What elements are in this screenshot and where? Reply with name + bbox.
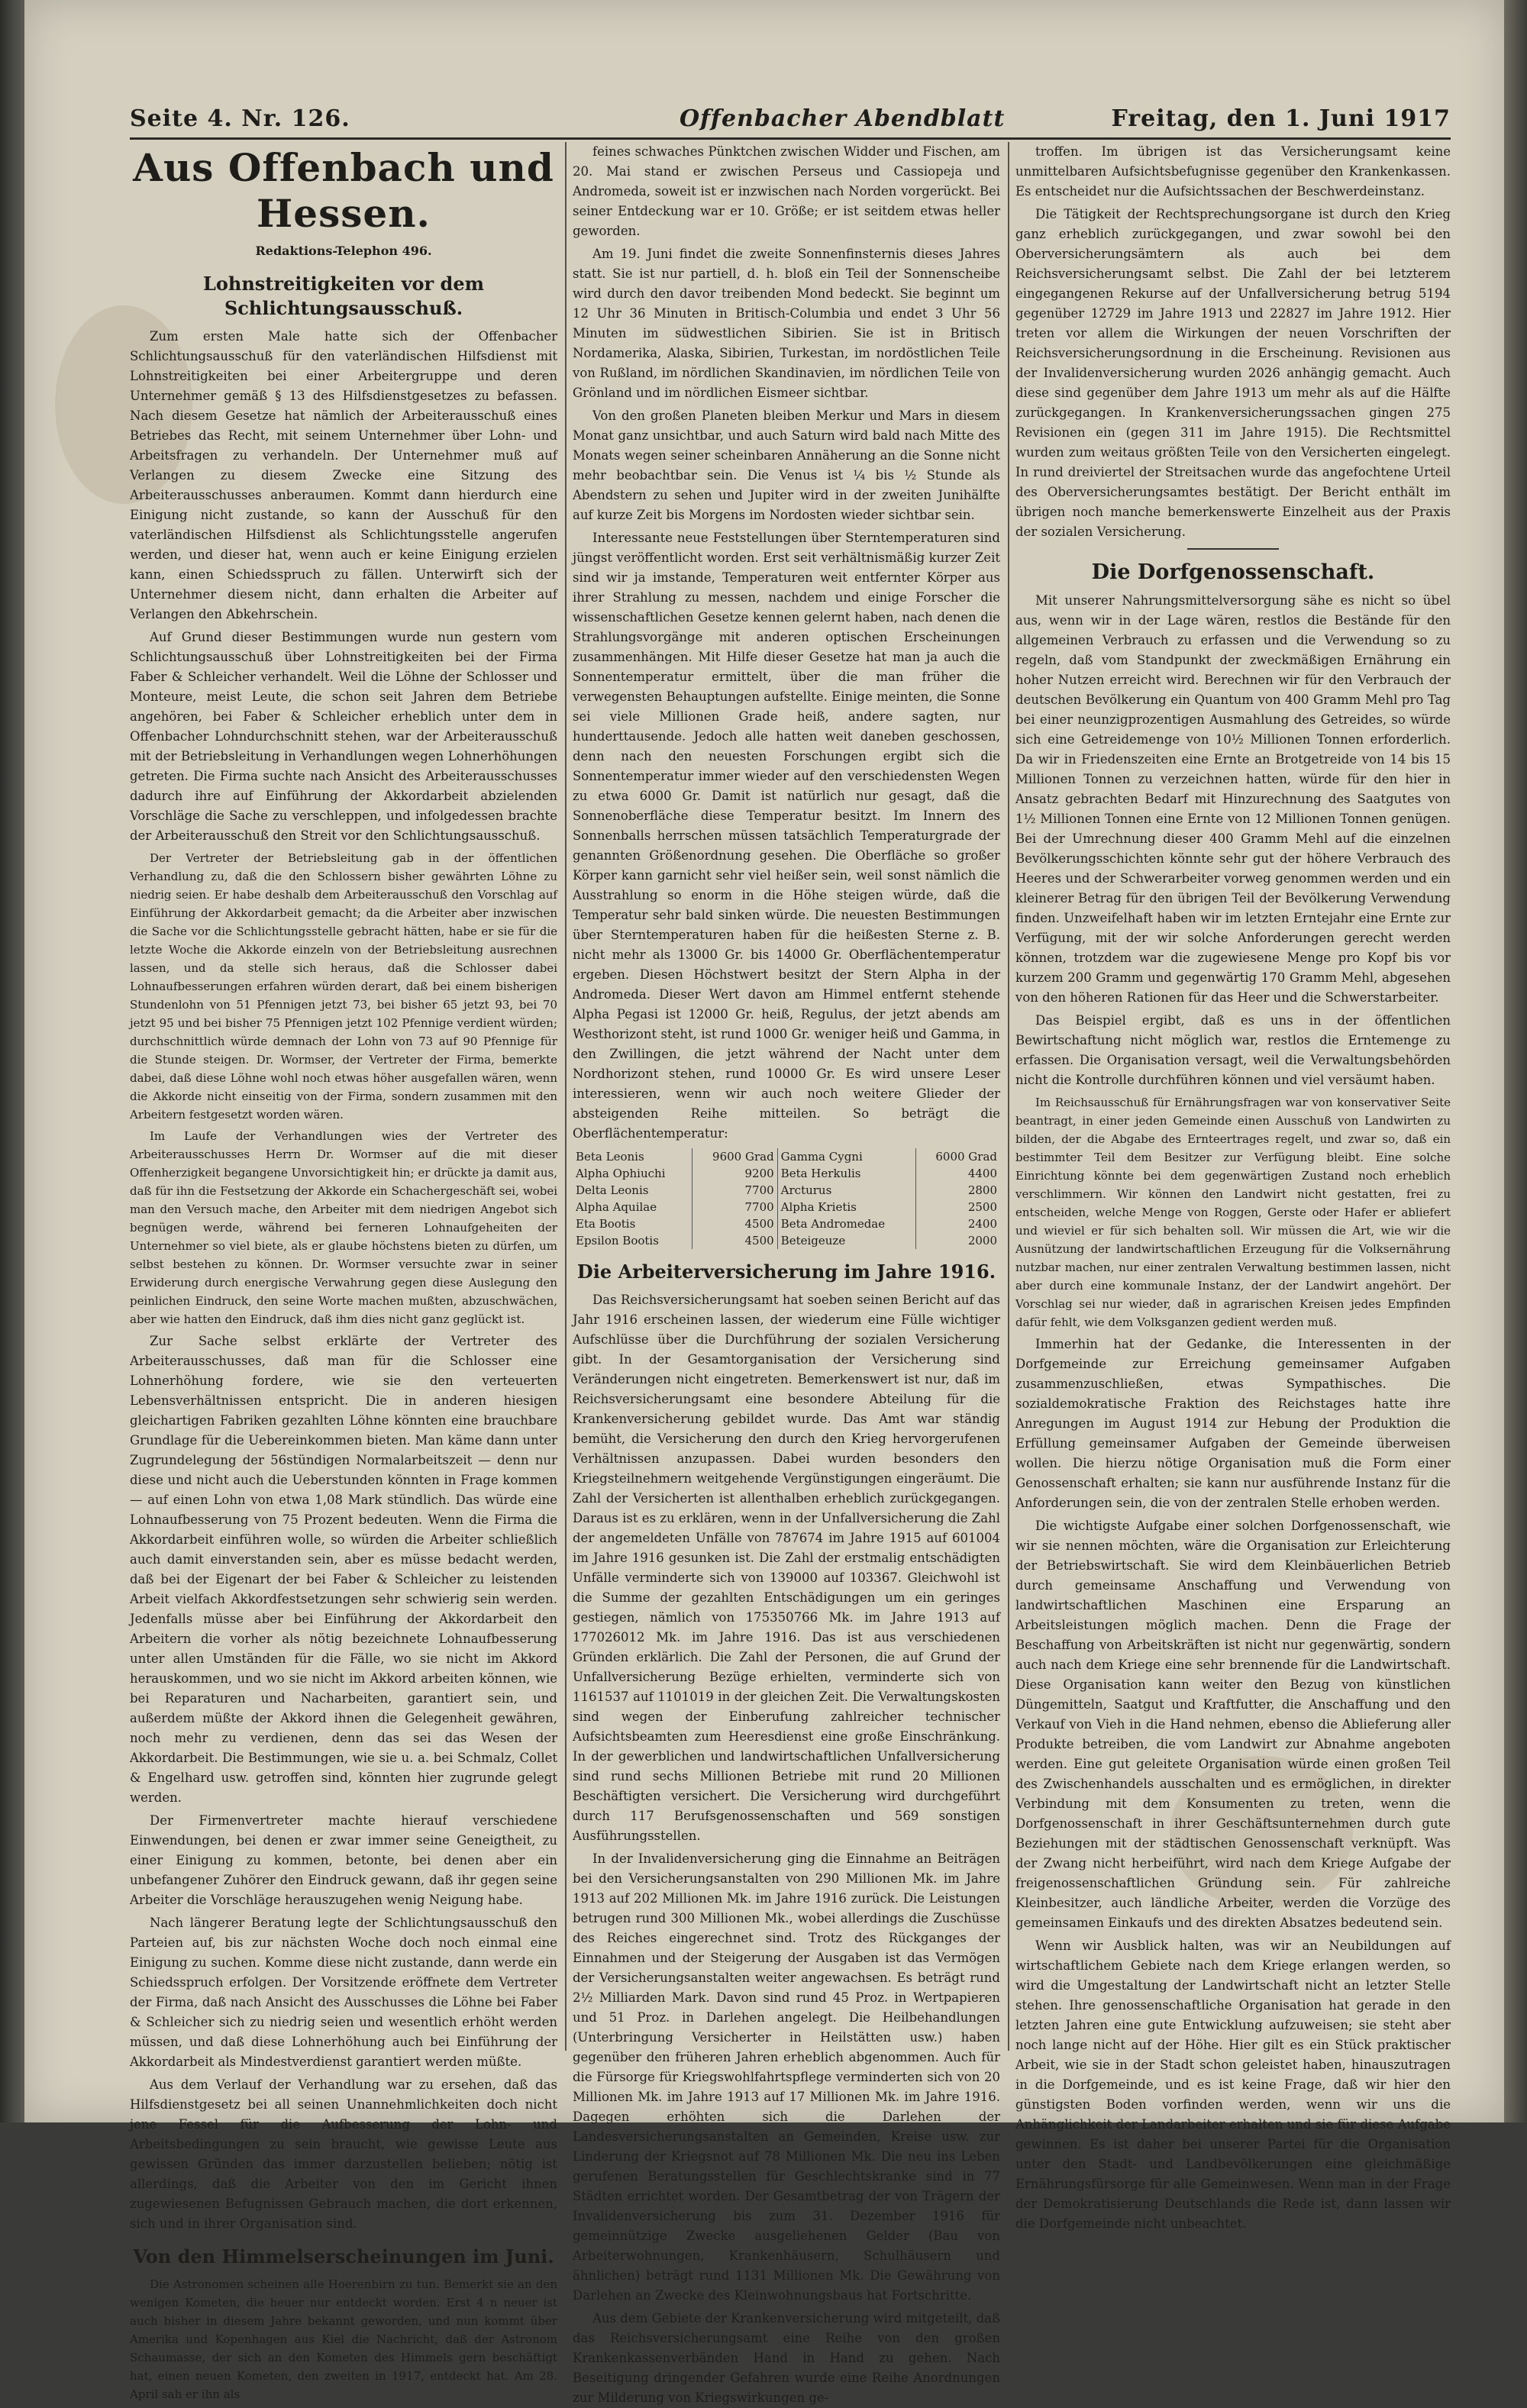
paragraph: Aus dem Verlauf der Verhandlung war zu ersehen, daß das Hilfsdienstgesetz bei all seinen Unannehmlichkeiten doch nicht jene Fessel für die Aufbesserung der Lohn- und Arbeitsbedingungen zu sein braucht, wie gewisse Leute aus gewissen Gründen das immer darzustellen belieben; nötig ist allerdings, daß die Arbeiter von den im Gericht ihnen zugewiesenen Befugnissen Gebrauch machen, die dort erkennen, sich und in ihrer Organisation sind. xyxy=(130,2077,557,2231)
table-cell: 2000 xyxy=(967,1234,997,1248)
article-dorf xyxy=(1015,591,1451,2234)
table-cell: Arcturus xyxy=(777,1182,915,1199)
page-edge xyxy=(1504,0,1527,2122)
paragraph: Zum ersten Male hatte sich der Offenbacher Schlichtungsausschuß für den vaterländischen Hilfsdienst mit Lohnstreitigkeiten bei einer Arbeitergruppe und deren Unternehmer gemäß § 13 des Hilfsdienstgesetzes zu befassen. Nach diesem Gesetze hat nämlich der Arbeiterausschuß eines Betriebes das Recht, mit seinem Unternehmer über Lohn- und Arbeitsfragen zu verhandeln. Der Unternehmer muß auf Verlangen zu diesem Zwecke eine Sitzung des Arbeiterausschusses anberaumen. Kommt dann hierdurch eine Einigung nicht zustande, so kann der Ausschuß für den vaterländischen Hilfsdienst als Schlichtungsstelle angerufen werden, und dieser hat, wenn auch er keine Einigung erzielen kann, einen Schiedsspruch zu fällen. Unterwirft sich der Unternehmer diesem nicht, dann erhalten die Arbeiter auf Verlangen den Abkehrschein. xyxy=(130,329,557,621)
book-binding xyxy=(0,0,24,2122)
column-divider xyxy=(565,142,567,2051)
table-cell: 2500 xyxy=(967,1200,997,1214)
section-masthead: Aus Offenbach und Hessen. xyxy=(133,145,554,236)
table-cell: Epsilon Bootis xyxy=(573,1232,692,1249)
article-himmel xyxy=(130,2275,557,2403)
table-cell: 4500 xyxy=(692,1215,777,1232)
table-cell: 2400 xyxy=(967,1217,997,1231)
table-cell: Beteigeuze xyxy=(777,1232,915,1249)
editorial-telephone: Redaktions-Telephon 496. xyxy=(255,244,432,258)
table-cell: Eta Bootis xyxy=(573,1215,692,1232)
table-cell: 9600 Grad xyxy=(692,1148,777,1165)
table-row xyxy=(573,1215,1000,1232)
paragraph: Die Astronomen scheinen alle Hoerenbirn zu tun. Bemerkt sie an den wenigen Kometen, die heuer nur entdeckt worden. Erst 4 n neuer ist auch bisher in diesem Jahre bekannt geworden, und nun kommt über Amerika und Kopenhagen aus Kiel die Nachricht, daß der Astronom Schaumasse, der sich an den Kometen des Himmels gern beschäftigt hat, einen neuen Kometen, den zweiten in 1917, entdeckt hat. Am 28. April sah er ihn als xyxy=(130,2277,557,2401)
table-cell: 7700 xyxy=(692,1182,777,1199)
paragraph: Die Tätigkeit der Rechtsprechungsorgane ist durch den Krieg ganz erheblich zurückgegangen, und zwar sowohl bei den Oberversicherungsämtern als auch bei dem Reichsversicherungsamt selbst. Die Zahl der bei letzterem eingegangenen Rekurse auf der Unfallversicherung betrug 5194 gegenüber 12729 im Jahre 1913 und 22827 im Jahre 1912. Hier treten vor allem die Wirkungen der neuen Vorschriften der Reichsversicherungsordnung in die Erscheinung. Revisionen aus der Invalidenversicherung wurden 2026 anhängig gemacht. Auch diese sind gegenüber dem Jahre 1913 um mehr als auf die Hälfte zurückgegangen. In Krankenversicherungssachen gingen 275 Revisionen ein (gegen 311 im Jahre 1915). Die Rechtsmittel wurden zum weitaus größten Teile von den Versicherten eingelegt. In rund dreiviertel der Streitsachen wurde das angefochtene Urteil des Oberversicherungsamtes bestätigt. Der Bericht enthält im übrigen noch manche bemerkenswerte Einzelheit aus der Praxis der sozialen Versicherung. xyxy=(1015,207,1451,539)
paragraph: Die wichtigste Aufgabe einer solchen Dorfgenossenschaft, wie wir sie nennen möchten, wäre die Organisation zur Erleichterung der Betriebswirtschaft. Sie wird dem Kleinbäuerlichen Betrieb durch gemeinsame Anschaffung und Verwendung von landwirtschaftlichen Maschinen eine Ersparung an Arbeitsleistungen möglich machen. Denn die Frage der Beschaffung von Arbeitskräften ist nicht nur gegenwärtig, sondern auch nach dem Kriege eine sehr brennende für die Landwirtschaft. Diese Organisation kann weiter den Bezug von künstlichen Düngemitteln, Saatgut und Kraftfutter, die Anschaffung und den Verkauf von Vieh in die Hand nehmen, ebenso die Ablieferung aller Produkte betreiben, die vom Landwirt zur Abnahme angeboten werden. Eine gut geleitete Organisation würde einen großen Teil des Zwischenhandels ausschalten und es ermöglichen, in direkter Verbindung mit dem Konsumenten zu treten, wenn die Dorfgenossenschaft in ihrer Geschäftsunternehmen durch gute Beziehungen mit der städtischen Genossenschaft verknüpft. Was der Zwang nicht herbeiführt, wird nach dem Kriege Aufgabe der freigenossenschaftlichen Gründung sein. Für zahlreiche Kleinbesitzer, auch ländliche Arbeiter, werden die Vorzüge des gemeinsamen Einkaufs und des direkten Absatzes bedeutend sein. xyxy=(1015,1519,1451,1930)
column-2 xyxy=(573,142,1000,2405)
paragraph: Im Reichsausschuß für Ernährungsfragen war von konservativer Seite beantragt, in einer jeden Gemeinde einen Ausschuß von Landwirten zu bilden, der die Abgabe des Ernteertrages regelt, und zwar so, daß ein bestimmter Teil dem Besitzer zur Verfügung bleibt. Eine solche Einrichtung könnte bei dem gegenwärtigen Zustand noch erheblich verschlimmern. Wir können den Landwirt nicht gestatten, frei zu entscheiden, welche Menge von Roggen, Gerste oder Hafer er abliefert und wieviel er für sich behalten soll. Wir müssen die Art, wie wir die Ausnützung der landwirtschaftlichen Erzeugung für die Volksernährung nutzbar machen, nur einer zentralen Verwaltung bestimmen lassen, nicht aber durch eine kommunale Instanz, der der Landwirt angehört. Der Vorschlag sei nur wieder, daß in agrarischen Kreisen jedes Empfinden dafür fehlt, wie dem Volksganzen gedient werden muß. xyxy=(1015,1096,1451,1329)
paragraph: Immerhin hat der Gedanke, die Interessenten in der Dorfgemeinde zur Erreichung gemeinsamer Aufgaben zusammenzuschließen, etwas Sympathisches. Die sozialdemokratische Fraktion des Reichstages hatte ihre Anregungen im August 1914 zur Hebung der Produktion die Erfüllung gemeinsamer Aufgaben der Gemeinde überweisen wollen. Die hierzu nötige Organisation muß die Form einer Genossenschaft erhalten; sie kann nur ausführende Instanz für die Anforderungen sein, die von der zentralen Stelle erhoben werden. xyxy=(1015,1337,1451,1510)
paragraph: Mit unserer Nahrungsmittelversorgung sähe es nicht so übel aus, wenn wir in der Lage wären, restlos die Bestände für den allgemeinen Verbrauch zu erfassen und die Verwendung so zu regeln, daß vom Standpunkt der zweckmäßigen Ernährung ein hoher Nutzen erreicht wird. Berechnen wir für den Verbrauch der deutschen Bevölkerung ein Quantum von 400 Gramm Mehl pro Tag bei einer neunzigprozentigen Ausmahlung des Getreides, so würde sich eine Getreidemenge von 10½ Millionen Tonnen erforderlich. Da wir in Friedenszeiten eine Ernte an Brotgetreide von 14 bis 15 Millionen Tonnen zu verzeichnen hatten, würde für den hier in Ansatz gebrachten Bedarf mit Hinzurechnung des Saatgutes von 1½ Millionen Tonnen eine Ernte von 12 Millionen Tonnen genügen. Bei der Umrechnung dieser 400 Gramm Mehl auf die einzelnen Bevölkerungsschichten könnte sehr gut der höhere Verbrauch des Heeres und der Schwerarbeiter vorweg genommen werden und ein kleinerer Betrag für den übrigen Teil der Bevölkerung Verwendung finden. Unzweifelhaft haben wir im letzten Erntejahr eine Ernte zur Verfügung, mit der wir solche Anforderungen gerecht werden können, trotzdem war die zugewiesene Menge pro Kopf bis vor kurzem 200 Gramm und gegenwärtig 170 Gramm Mehl, abgesehen von den höheren Rationen für das Heer und die Schwerstarbeiter. xyxy=(1015,593,1451,1005)
page-number: Seite 4. Nr. 126. xyxy=(130,105,350,132)
paragraph: troffen. Im übrigen ist das Versicherungsamt keine unmittelbaren Aufsichtsbefugnisse gegenüber den Krankenkassen. Es entscheidet nur die Aufsichtssachen der Beschwerdeinstanz. xyxy=(1015,144,1451,199)
article-separator xyxy=(1187,548,1279,550)
column-1 xyxy=(130,142,557,2401)
paragraph: Interessante neue Feststellungen über Sterntemperaturen sind jüngst veröffentlicht worden. Erst seit verhältnismäßig kurzer Zeit sind wir ja imstande, Temperaturen weit entfernter Körper aus ihrer Strahlung zu messen, nachdem und einige Forscher die wissenschaftlichen Gesetze kennen gelernt haben, nach denen die Strahlungsvorgänge mit anderen optischen Erscheinungen zusammenhängen. Mit Hilfe dieser Gesetze hat man ja auch die Sonnentemperatur ermittelt, über die man früher die verwegensten Behauptungen aufstellte. Einige meinten, die Sonne sei viele Millionen Grade heiß, andere sagten, nur hunderttausende. Jedoch alle hatten weit daneben geschossen, denn nach den neuesten Forschungen ergibt sich die Sonnentemperatur immer wieder auf den verschiedensten Wegen zu etwa 6000 Gr. Damit ist natürlich nur gesagt, daß die Sonnenoberfläche diese Temperatur besitzt. Im Innern des Sonnenballs herrschen müssen tatsächlich Temperaturgrade der genannten Größenordnung gesehen. Die Oberfläche so großer Körper kann garnicht sehr viel heißer sein, weil sonst nämlich die Ausstrahlung so enorm in die Höhe steigen würde, daß die Temperatur sehr bald sinken würde. Die neuesten Bestimmungen über Sterntemperaturen haben für die heißesten Sterne z. B. nicht mehr als 13000 Gr. bis 14000 Gr. Oberflächentemperatur ergeben. Diesen Höchstwert besitzt der Stern Alpha in der Andromeda. Dieser Wert davon am Himmel entfernt stehende Alpha Pegasi ist 12000 Gr. heiß, Regulus, der jetzt abends am Westhorizont steht, ist rund 1000 Gr. weniger heiß und Gamma, in den Zwillingen, die jetzt während der Nacht unter dem Nordhorizont stehen, rund 10000 Gr. Es wird unsere Leser interessieren, wenn wir auch noch weitere Glieder der absteigenden Reihe mitteilen. So beträgt die Oberflächentemperatur: xyxy=(573,531,1000,1141)
table-cell: Gamma Cygni xyxy=(777,1148,915,1165)
paragraph: Der Firmenvertreter machte hierauf verschiedene Einwendungen, bei denen er zwar immer seine Geneigtheit, zu einer Einigung zu kommen, betonte, bei denen aber ein unbefangener Zuhörer den Eindruck gewann, daß ihr gegen seine Arbeiter die Vorschläge herauszugehen wenig Neigung habe. xyxy=(130,1813,557,1907)
paragraph: Wenn wir Ausblick halten, was wir an Neubildungen auf wirtschaftlichem Gebiete nach dem Kriege erlangen werden, so wird die Umgestaltung der Landwirtschaft nicht an letzter Stelle stehen. Ihre genossenschaftliche Organisation hat gerade in den letzten Jahren eine gute Entwicklung aufzuweisen; sie steht aber noch lange nicht auf der Höhe. Hier gilt es ein Stück praktischer Arbeit, wie sie in der Stadt schon geleistet haben, hinauszutragen in die Dorfgemeinde, und es ist keine Frage, daß wir hier den günstigsten Boden vorfinden werden, wenn wir uns die Anhänglichkeit der Landarbeiter erhalten und sie für diese Aufgabe gewinnen. Es ist daher bei unserer Partei für die Organisation unter den Stadt- und Landbevölkerungen eine gleichmäßige Ernährungsfürsorge für alle Gemeinwesen. Wenn man in der Frage der Demokratisierung Deutschlands die Rede ist, dann lassen wir die Dorfgemeinde nicht unbeachtet. xyxy=(1015,1938,1451,2231)
table-cell: Alpha Aquilae xyxy=(573,1199,692,1215)
table-row xyxy=(573,1182,1000,1199)
table-cell: 9200 xyxy=(692,1165,777,1182)
paragraph: Aus dem Gebiete der Krankenversicherung wird mitgeteilt, daß das Reichsversicherungsamt eine Reihe von den großen Krankenkassenverbänden Hand in Hand zu gehen. Nach Beseitigung dringender Gefahren wurde eine Reihe Anordnungen zur Milderung von Kriegswirkungen ge- xyxy=(573,2311,1000,2405)
article-arbeiter-continued xyxy=(1015,142,1451,542)
table-cell: Beta Herkulis xyxy=(777,1165,915,1182)
table-cell: 7700 xyxy=(692,1199,777,1215)
article-title-arbeiter: Die Arbeiterversicherung im Jahre 1916. xyxy=(576,1260,996,1283)
paragraph: Nach längerer Beratung legte der Schlichtungsausschuß den Parteien auf, bis zur nächsten Woche doch noch einmal eine Einigung zu suchen. Komme diese nicht zustande, dann werde ein Schiedsspruch erfolgen. Der Vorsitzende eröffnete dem Vertreter der Firma, daß nach Ansicht des Ausschusses die Löhne bei Faber & Schleicher sich zu niedrig seien und wesentlich erhöht werden müssen, und daß diese Lohnerhöhung auch bei Einführung der Akkordarbeit als Mindestverdienst garantiert werden müßte. xyxy=(130,1916,557,2069)
paragraph: In der Invalidenversicherung ging die Einnahme an Beiträgen bei den Versicherungsanstalten von 290 Millionen Mk. im Jahre 1913 auf 202 Millionen Mk. im Jahre 1916 zurück. Die Leistungen betrugen rund 300 Millionen Mk., wobei allerdings die Zuschüsse des Reiches eingerechnet sind. Trotz des Rückganges der Einnahmen und der Steigerung der Ausgaben ist das Vermögen der Versicherungsanstalten weiter angewachsen. Es beträgt rund 2½ Milliarden Mark. Davon sind rund 45 Proz. in Wertpapieren und 51 Proz. in Darlehen angelegt. Die Heilbehandlungen (Unterbringung Versicherter in Heilstätten usw.) haben gegenüber den früheren Jahren erheblich abgenommen. Auch für die Fürsorge für Kriegswohlfahrtspflege verminderten sich von 20 Millionen Mk. im Jahre 1913 auf 17 Millionen Mk. im Jahre 1916. Dagegen erhöhten sich die Darlehen der Landesversicherungsanstalten an Gemeinden, Kreise usw. zur Linderung der Kriegsnot auf 78 Millionen Mk. Die neu ins Leben gerufenen Beratungsstellen für Geschlechtskranke sind in 77 Städten errichtet worden. Der Gesamtbetrag der von Trägern der Invalidenversicherung bis zum 31. Dezember 1916 für gemeinnützige Zwecke ausgeliehenen Gelder (Bau von Arbeiterwohnungen, Krankenhäusern, Schulhäusern und ähnlichen) beträgt rund 1131 Millionen Mk. Die Gewährung von Darlehen an Zwecke des Kleinwohnungsbaus hat Fortschritte. xyxy=(573,1851,1000,2303)
table-cell: 4400 xyxy=(967,1167,997,1180)
column-3 xyxy=(1015,142,1451,2231)
paragraph: feines schwaches Pünktchen zwischen Widder und Fischen, am 20. Mai stand er zwischen Perseus und Cassiopeja und Andromeda, soweit ist er inzwischen nach Norden vorgerückt. Bei seiner Entdeckung war er 10. Größe; er ist seitdem etwas heller geworden. xyxy=(573,144,1000,238)
table-cell: Beta Andromedae xyxy=(777,1215,915,1232)
paragraph: Auf Grund dieser Bestimmungen wurde nun gestern vom Schlichtungsausschuß über Lohnstreitigkeiten bei der Firma Faber & Schleicher verhandelt. Weil die Löhne der Schlosser und Monteure, meist Leute, die schon seit Jahren dem Betriebe angehören, bei Faber & Schleicher erheblich unter dem in Offenbacher Lohndurchschnitt stehen, war der Arbeiterausschuß mit der Betriebsleitung in Verhandlungen wegen Lohnerhöhungen getreten. Die Firma suchte nach Ansicht des Arbeiterausschusses dadurch ihre auf Einführung der Akkordarbeit abzielenden Vorschläge die Sache zu verschleppen, und infolgedessen brachte der Arbeiterausschuß den Streit vor den Schlichtungsausschuß. xyxy=(130,630,557,843)
article-title-lohnstreit: Lohnstreitigkeiten vor dem Schlichtungsausschuß. xyxy=(203,273,484,319)
column-divider xyxy=(1008,142,1009,2051)
table-row xyxy=(573,1165,1000,1182)
issue-date: Freitag, den 1. Juni 1917 xyxy=(1111,105,1451,132)
table-cell: Alpha Krietis xyxy=(777,1199,915,1215)
table-cell: 2800 xyxy=(967,1183,997,1197)
table-cell: Delta Leonis xyxy=(573,1182,692,1199)
table-cell: Alpha Ophiuchi xyxy=(573,1165,692,1182)
star-temperature-table xyxy=(573,1148,1000,1249)
paragraph: Von den großen Planeten bleiben Merkur und Mars in diesem Monat ganz unsichtbar, und auch Saturn wird bald nach Mitte des Monats wegen seiner scheinbaren Annäherung an die Sonne nicht mehr beobachtbar sein. Die Venus ist ¼ bis ½ Stunde als Abendstern zu sehen und Jupiter wird in der zweiten Junihälfte auf kurze Zeit bis Morgens im Nordosten wieder sichtbar sein. xyxy=(573,408,1000,522)
article-arbeiter xyxy=(573,1290,1000,2408)
table-cell: 4500 xyxy=(692,1232,777,1249)
article-himmel-continued xyxy=(573,142,1000,1249)
paragraph: Zur Sache selbst erklärte der Vertreter des Arbeiterausschusses, daß man für die Schlosser eine Lohnerhöhung fordere, wie sie den verteuerten Lebensverhältnissen entspricht. Die in anderen hiesigen gleichartigen Fabriken gezahlten Löhne könnten eine brauchbare Grundlage für die Uebereinkommen bieten. Man käme dann unter Zugrundelegung der 56stündigen Normalarbeitszeit — denn nur diese und nicht auch die Ueberstunden könnten in Frage kommen — auf einen Lohn von etwa 1,08 Mark stündlich. Das würde eine Lohnaufbesserung von 75 Prozent bedeuten. Wenn die Firma die Akkordarbeit einführen wolle, so würden die Arbeiter schließlich auch damit einverstanden sein, aber es müsse bedacht werden, daß bei der Eigenart der bei Faber & Schleicher zu leistenden Arbeit vielfach Akkordfestsetzungen sehr schwierig sein werden. Jedenfalls müsse aber bei Einführung der Akkordarbeit den Arbeitern die vorher als nötig bezeichnete Lohnaufbesserung unter allen Umständen für die Fälle, wo sie nicht im Akkord herauskommen, und wo sie nicht im Akkord arbeiten können, wie bei Reparaturen und Nacharbeiten, garantiert sein, und außerdem müßte der Akkord ihnen die Gelegenheit gewähren, noch mehr zu verdienen, denn das sei das Wesen der Akkordarbeit. Die Bestimmungen, wie sie u. a. bei Schmalz, Collet & Engelhard usw. getroffen sind, könnten hier zugrunde gelegt werden. xyxy=(130,1334,557,1805)
paragraph: Der Vertreter der Betriebsleitung gab in der öffentlichen Verhandlung zu, daß die den Schlossern bisher gewährten Löhne zu niedrig seien. Er habe deshalb dem Arbeiterausschuß den Vorschlag auf Einführung der Akkordarbeit gemacht; da die Arbeiter aber inzwischen die Sache vor die Schlichtungsstelle gebracht hätten, habe er sie für die letzte Woche die Akkorde einzeln von der Betriebsleitung ausrechnen lassen, und da stelle sich heraus, daß die Schlosser dabei Lohnaufbesserungen erfahren würden derart, daß bei einem bisherigen Stundenlohn von 51 Pfennigen jetzt 73, bei bisher 65 jetzt 93, bei 70 jetzt 95 und bei bisher 75 Pfennigen jetzt 102 Pfennige verdient würden; durchschnittlich würde demnach der Lohn von 73 auf 90 Pfennige für die Stunde steigen. Dr. Wormser, der Vertreter der Firma, bemerkte dabei, daß diese Löhne wohl noch etwas höher ausgefallen wären, wenn die Akkorde nicht einseitig von der Firma, sondern zusammen mit den Arbeitern festgesetzt worden wären. xyxy=(130,851,557,1122)
article-title-dorf: Die Dorfgenossenschaft. xyxy=(1091,560,1375,584)
article-lohnstreit xyxy=(130,327,557,2234)
newspaper-name: Offenbacher Abendblatt xyxy=(680,105,1006,132)
page-header xyxy=(130,102,1451,140)
paragraph: Das Reichsversicherungsamt hat soeben seinen Bericht auf das Jahr 1916 erscheinen lassen, der wiederum eine Fülle wichtiger Aufschlüsse über die Durchführung der sozialen Versicherung gibt. In der Gesamtorganisation der Versicherung sind Veränderungen nicht eingetreten. Bemerkenswert ist nur, daß im Reichsversicherungsamt eine besondere Abteilung für die Krankenversicherung gebildet wurde. Das Amt war ständig bemüht, die Versicherung den durch den Krieg hervorgerufenen Verhältnissen anzupassen. Dabei wurden besonders den Kriegsteilnehmern weitgehende Vergünstigungen eingeräumt. Die Zahl der Versicherten ist allenthalben erheblich zurückgegangen. Daraus ist es zu erklären, wenn in der Unfallversicherung die Zahl der angemeldeten Unfälle von 787674 im Jahre 1915 auf 601004 im Jahre 1916 gesunken ist. Die Zahl der erstmalig entschädigten Unfälle verminderte sich von 139000 auf 103367. Gleichwohl ist die Summe der gezahlten Entschädigungen um ein geringes gestiegen, nämlich von 175350766 Mk. im Jahre 1913 auf 177026012 Mk. im Jahre 1916. Das ist aus verschiedenen Gründen erklärlich. Die Zahl der Personen, die auf Grund der Unfallversicherung Bezüge erhielten, verminderte sich von 1161537 auf 1101019 in der gleichen Zeit. Die Verwaltungskosten sind wegen der Einberufung zahlreicher technischer Aufsichtsbeamten zum Heeresdienst eine große Einschränkung. In der gewerblichen und landwirtschaftlichen Unfallversicherung sind rund sechs Millionen Betriebe mit rund 20 Millionen Beschäftigten versichert. Die Versicherung wird durchgeführt durch 117 Berufsgenossenschaften und 569 sonstigen Ausführungsstellen. xyxy=(573,1293,1000,1843)
paragraph: Am 19. Juni findet die zweite Sonnenfinsternis dieses Jahres statt. Sie ist nur partiell, d. h. bloß ein Teil der Sonnenscheibe wird durch den davor treibenden Mond bedeckt. Sie beginnt um 12 Uhr 36 Minuten in Britisch-Columbia und endet 3 Uhr 56 Minuten im südwestlichen Sibirien. Sie ist in Britisch Nordamerika, Alaska, Sibirien, Turkestan, im nordöstlichen Teile von Rußland, im nördlichen Skandinavien, im nördlichen Teile von Grönland und im nördlichen Eismeer sichtbar. xyxy=(573,247,1000,400)
table-row xyxy=(573,1199,1000,1215)
table-row xyxy=(573,1148,1000,1165)
table-row xyxy=(573,1232,1000,1249)
article-title-himmel: Von den Himmelserscheinungen im Juni. xyxy=(133,2245,554,2268)
paragraph: Das Beispiel ergibt, daß es uns in der öffentlichen Bewirtschaftung nicht möglich war, restlos die Erntemenge zu erfassen. Die Organisation versagt, weil die Verwaltungsbehörden nicht die Kontrolle durchführen können und viel versäumt haben. xyxy=(1015,1013,1451,1087)
table-cell: 6000 Grad xyxy=(935,1150,997,1164)
paragraph: Im Laufe der Verhandlungen wies der Vertreter des Arbeiterausschusses Herrn Dr. Wormser auf die mit dieser Offenherzigkeit begangene Unvorsichtigkeit hin; er drückte ja damit aus, daß für ihn die Festsetzung der Akkorde ein Schachergeschäft sei, wobei man den Versuch mache, den Arbeiter mit dem niedrigen Angebot sich begnügen werde, während bei ferneren Lohnaufgeheiten der Unternehmer so viel biete, als er glaube höchstens bieten zu dürfen, um selbst bestehen zu können. Dr. Wormser versuchte zwar in seiner Erwiderung durch energische Verwahrung gegen diese Auslegung den peinlichen Eindruck, den seine Worte machen mußten, abzuschwächen, aber wie hatten den Eindruck, daß ihm dies nicht ganz geglückt ist. xyxy=(130,1129,557,1326)
table-cell: Beta Leonis xyxy=(573,1148,692,1165)
